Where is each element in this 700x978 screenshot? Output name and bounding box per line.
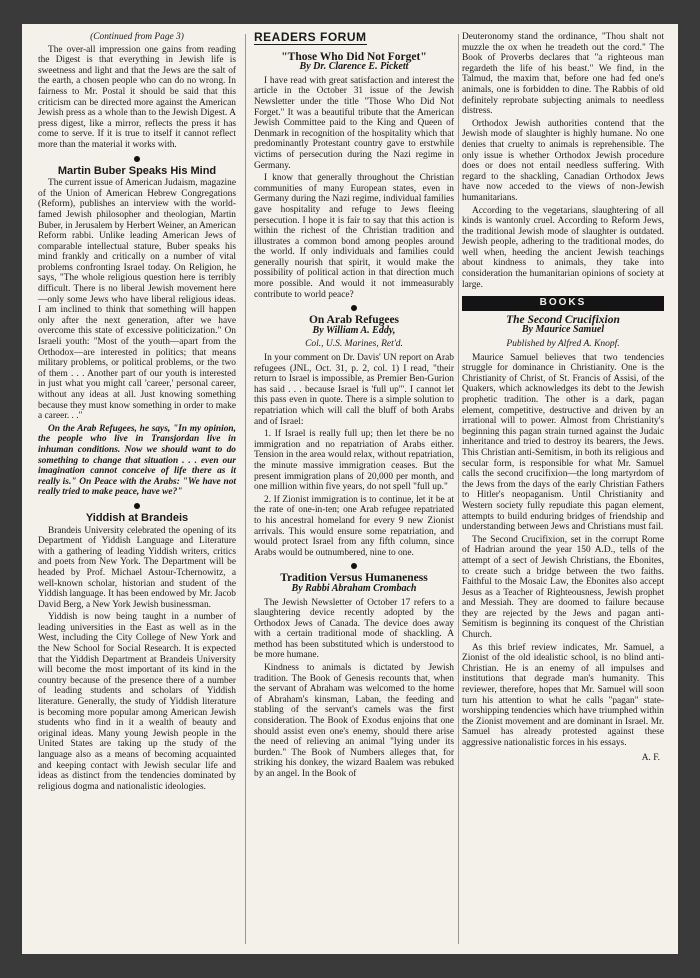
letter-title: Tradition Versus Humaneness [280,572,428,585]
buber-paragraph: The current issue of American Judaism, magazine of the Union of American Hebrew Congregations (Reform), publishes an interview with the world-famed Jewish philosopher and theologian, Martin Buber, in Jerusalem by Herbert Weiner, an American Reform rabbi. Unlike leading American Jews of comparable intellectual stature, Buber speaks his mind frankly and critically on a number of vital problems confronting Israel today. On Religion, he says, "The whole religious question here is terribly difficult. There is no liberal Jewish movement here—only some Jews who have liberal religious ideas. I am inclined to think that something will happen only after the next generation, after we have overcome this state of excessive politicization." On Israeli youth: "Most of the youth—apart from the Orthodox—are interested in politics; that means military problems, or political problems, or the two of them . . . Another part of our youth is interested in just what you might call 'career,' personal career, without any ideas at all. Just knowing something because they must know something in order to make a career. . ." [38,178,236,422]
letter-paragraph: 2. If Zionist immigration is to continue, let it be at the rate of one-in-ten; one Arab refugee repatriated to his ancestral homeland for every 9 new Zionist arrivals. This would ensure some repatriation, and would protect Israel from any fifth column, since Arabs would be outnumbered, nine to one. [254,494,454,558]
section-bullet [351,305,357,311]
yiddish-paragraph: Yiddish is now being taught in a number of leading universities in the East as well as in the West, including the City College of New York and the New School for Social Research. It is expected that the Yiddish Department at Brandeis University will become the most important of its kind in the country because of the presence there of a number of leading students and scholars of Yiddish literature. Generally, the study of Yiddish literature is becoming more popular among American Jewish students who find in it a wealth of beauty and original ideas. Many young Jewish people in the United States are taking up the study of the language also as a means of becoming acquainted and keeping contact with Jewish secular life and ideas as distinct from the tendencies dominated by religious dogma and nationalistic ideologies. [38,612,236,792]
newsletter-page [22,24,678,954]
column-2 [254,32,454,782]
letter-paragraph: In your comment on Dr. Davis' UN report on Arab refugees (JNL, Oct. 31, p. 2, col. 1) I read, "their return to Israel is impossible, as Premier Ben-Gurion has said . . . because Israel is 'full up'". I cannot let this pass even in quote. There is a simple solution to repatriation which will call the bluff of both Arabs and of Israel: [254,353,454,427]
digest-paragraph: The over-all impression one gains from reading the Digest is that everything in Jewish life is sweetness and light and that the Jews are the salt of the earth, a chosen people who can do no wrong. In fairness to Mr. Postal it should be said that this criticism can be directed more against the American Jewish press as a whole than to the Jewish Digest. A press digest, like a mirror, reflects the press it has come to serve. If it is true to itself it cannot reflect more than the material it works with. [38,44,236,150]
buber-heading: Martin Buber Speaks His Mind [57,164,217,177]
review-paragraph: Maurice Samuel believes that two tendencies struggle for dominance in Christianity. One is the Christianity of Christ, of St. Francis of Assisi, of the Quakers, which acknowledges its debt to the Jewish prophetic tradition. The other is a dark, pagan element, competitive, destructive and driven by an irrational will to power. Almost from Christianity's beginning this pagan strain turned against the Judaic inheritance and tried to destroy its bearers, the Jews. This Christian anti-Semitism, in both its religious and secular form, is responsible for what Mr. Samuel calls the second crucifixion—the long martyrdom of the Jews from the days of the early Christian Fathers to Hitler's neopaganism. Until Christianity and Western society fully repudiate this pagan element, attempts to build enduring bridges of friendship and understanding between Jews and Christians must fail. [462,352,664,533]
letter-byline: By William A. Eddy, [312,324,396,336]
letter-paragraph: Orthodox Jewish authorities contend that the Jewish mode of slaughter is highly humane. No one denies that cruelty to animals is reprehensible. The only issue is whether Orthodox Jewish procedure does or does not entail needless suffering. With regard to the shackling, Canadian Orthodox Jews have now acceded to the views of non-Jewish humanitarians. [462,118,664,203]
continued-note: (Continued from Page 3) [90,32,184,42]
letter-byline: By Dr. Clarence E. Pickett [299,61,409,73]
review-paragraph: The Second Crucifixion, set in the corrupt Rome of Hadrian around the year 150 A.D., tells of the attempt of a sect of Jewish Christians, the Ebonites, to create such a bridge between the two faiths. Faithful to the Mosaic Law, the Ebonites also accept Jesus as a Teacher of Righteousness, Jewish prophet and Messiah. They are doomed to failure because they are rejected by the Jews and pagan anti-Semitism is beginning its conquest of the Christian Church. [462,534,664,641]
book-title: The Second Crucifixion [506,313,620,326]
letter-paragraph: I know that generally throughout the Christian communities of many European states, even in Germany during the Nazi regime, individual families gave hospitality and refuge to Jews fleeing persecution. I hope it is fair to say that this action is within the richest of the Christian tradition and illustrates a common bond among peoples around the world. If only individuals and families could generally nourish that spirit, it would make the possibility of political action in that direction much more possible. And would it not immeasurably contribute to world peace? [254,173,454,300]
books-banner: BOOKS [462,296,664,311]
section-bullet [351,563,357,569]
letter-paragraph: I have read with great satisfaction and interest the article in the October 31 issue of the Jewish Newsletter under the title "Those Who Did Not Forget." It was a beautiful tribute that the American Jewish Committee paid to the King and Queen of Denmark in recognition of the hospitality which that predominantly Protestant country gave to erstwhile victims of persecution during the Nazi regime in Germany. [254,75,454,171]
column-3 [462,32,664,763]
buber-paragraph-bold: On the Arab Refugees, he says, "In my opinion, the people who live in Transjordan live in inhuman conditions. Now we should want to do something to change that situation . . . even our imagination cannot conceive of life there as it really is." On Peace with the Arabs: "We have not really tried to make peace, have we?" [38,423,236,498]
letter-paragraph: The Jewish Newsletter of October 17 refers to a slaughtering device recently adopted by the Orthodox Jews of Canada. The device does away with a certain traditional mode of shackling. A method has been substituted which is understood to be more humane. [254,597,454,661]
readers-forum-heading: READERS FORUM [254,30,367,44]
book-byline: By Maurice Samuel [521,324,605,336]
letter-byline: By Rabbi Abraham Crombach [291,582,417,594]
yiddish-paragraph: Brandeis University celebrated the opening of its Department of Yiddish Language and Literature with a gathering of leading Yiddish writers, critics and poets from New York. The Department will be headed by Prof. Michael Astour-Tchernowitz, a well-known scholar, historian and student of the Yiddish language. It has been endowed by Mr. Jacob David Berg, a New York Jewish businessman. [38,525,236,610]
book-publisher: Published by Alfred A. Knopf. [506,339,620,350]
letter-rank: Col., U.S. Marines, Ret'd. [305,339,403,350]
column-rule [458,34,459,944]
yiddish-heading: Yiddish at Brandeis [85,511,189,524]
section-bullet [134,156,140,162]
column-rule [245,34,246,944]
letter-paragraph: Kindness to animals is dictated by Jewish tradition. The Book of Genesis recounts that, when the servant of Abraham was welcomed to the home of Abraham's kinsman, Laban, the feeding and stabling of the servant's camels was the first consideration. The Book of Exodus enjoins that one should assist even one's enemy, should there arise the need of relieving an animal "lying under its burden." The Book of Numbers alleges that, for striking his donkey, the wizard Baalem was rebuked by an angel. In the Book of [254,663,454,779]
section-bullet [134,503,140,509]
letter-title: "Those Who Did Not Forget" [281,50,427,63]
letter-paragraph: 1. If Israel is really full up; then let there be no immigration and no repatriation of Arabs either. Tension in the area would relax, without repatriation, the minute massive immigration ceases. But the present immigration plans of 20,000 per month, and one million within five years, do not spell "full up." [254,429,454,493]
review-signature: A. F. [641,752,660,763]
column-1 [38,32,236,794]
letter-paragraph: According to the vegetarians, slaughtering of all kinds is wantonly cruel. According to Reform Jews, the traditional Jewish mode of slaughter is outdated. Jewish people, adhering to the traditional modes, do well when, heeding the ancient Jewish teachings about kindness to animals, they take into consideration the humanitarian opinions of society at large. [462,205,664,290]
review-paragraph: As this brief review indicates, Mr. Samuel, a Zionist of the old idealistic school, is no blind anti-Christian. He is an enemy of all impulses and institutions that degrade man's humanity. This reviewer, therefore, hopes that Mr. Samuel will soon turn his attention to what he calls "pagan" state-worshipping tendencies which have triumphed within the Zionist movement and are dominant in Israel. Mr. Samuel has already protested against these aggressive nationalistic forces in his essays. [462,642,664,748]
letter-paragraph: Deuteronomy stand the ordinance, "Thou shalt not muzzle the ox when he treadeth out the cord." The Book of Proverbs declares that "a righteous man regardeth the life of his beast." We find, in the Talmud, the maxim that, before one had fed one's animals, one is forbidden to dine. The Rabbis of old definitely reprobate subjecting animals to needless distress. [462,32,664,117]
letter-title: On Arab Refugees [308,314,400,327]
